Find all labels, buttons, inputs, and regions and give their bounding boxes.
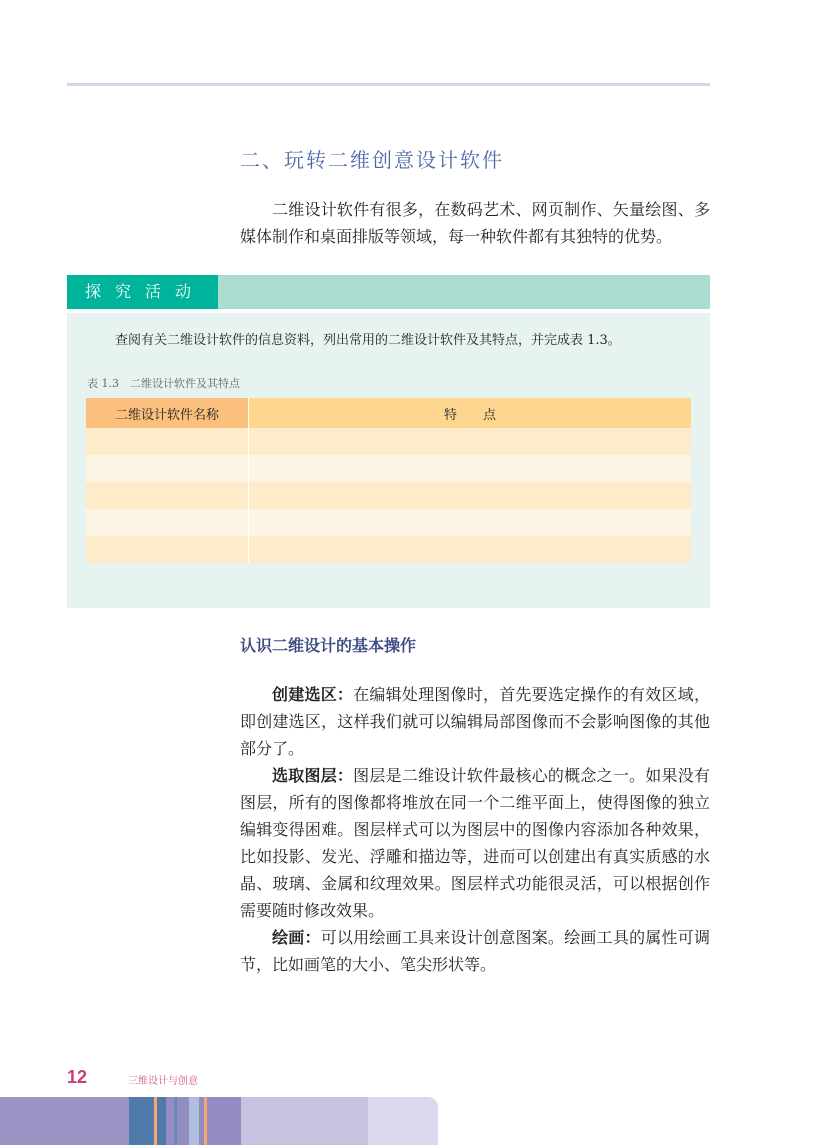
intro-paragraph: 二维设计软件有很多，在数码艺术、网页制作、矢量绘图、多媒体制作和桌面排版等领域，每一种软件都有其独特的优势。 <box>240 200 710 246</box>
stripe <box>204 1097 207 1145</box>
table-cell[interactable] <box>86 482 249 509</box>
op-paragraph <box>240 762 710 924</box>
op-paragraph <box>240 924 710 978</box>
table-row <box>86 428 691 455</box>
section-heading: 二、玩转二维创意设计软件 <box>240 148 504 172</box>
table-cell[interactable] <box>86 428 249 455</box>
table-cell[interactable] <box>249 536 692 563</box>
table-header-row <box>86 398 691 428</box>
table-row <box>86 536 691 563</box>
footer-band <box>241 1097 368 1145</box>
stripe <box>129 1097 154 1145</box>
table-row <box>86 455 691 482</box>
header-features: 特 点 <box>249 398 692 428</box>
activity-title: 探究活动 <box>67 275 218 309</box>
operations-text <box>240 681 710 978</box>
op-term: 绘画： <box>272 928 321 947</box>
table-row <box>86 509 691 536</box>
footer-band <box>368 1097 438 1145</box>
table-cell[interactable] <box>249 428 692 455</box>
activity-instruction: 查阅有关二维设计软件的信息资料，列出常用的二维设计软件及其特点，并完成表 1.3。 <box>115 333 621 348</box>
op-term: 创建选区： <box>272 685 354 704</box>
table-cell[interactable] <box>249 455 692 482</box>
table-row <box>86 482 691 509</box>
op-text: 在编辑处理图像时，首先要选定操作的有效区域，即创建选区，这样我们就可以编辑局部图像而不会影响图像的其他部分了。 <box>240 685 710 758</box>
top-rule <box>67 83 710 86</box>
op-paragraph <box>240 681 710 762</box>
op-text: 可以用绘画工具来设计创意图案。绘画工具的属性可调节，比如画笔的大小、笔尖形状等。 <box>240 928 710 974</box>
table-cell[interactable] <box>86 509 249 536</box>
stripe <box>189 1097 199 1145</box>
stripe <box>157 1097 166 1145</box>
table-cell[interactable] <box>86 455 249 482</box>
activity-bar <box>218 275 710 309</box>
book-title: 三维设计与创意 <box>128 1076 198 1087</box>
footer-band <box>0 1097 129 1145</box>
subsection-heading: 认识二维设计的基本操作 <box>240 636 417 655</box>
table-cell[interactable] <box>86 536 249 563</box>
stripe <box>174 1097 177 1145</box>
table-caption: 表 1.3 二维设计软件及其特点 <box>87 377 240 390</box>
software-table <box>86 398 691 563</box>
op-term: 选取图层： <box>272 766 354 785</box>
header-software-name: 二维设计软件名称 <box>86 398 249 428</box>
table-cell[interactable] <box>249 482 692 509</box>
op-text: 图层是二维设计软件最核心的概念之一。如果没有图层，所有的图像都将堆放在同一个二维平面上，使得图像的独立编辑变得困难。图层样式可以为图层中的图像内容添加各种效果，比如投影、发光、浮雕和描边等，进而可以创建出有真实质感的水晶、玻璃、金属和纹理效果。图层样式功能很灵活，可以根据创作需要随时修改效果。 <box>240 766 710 920</box>
page-number: 12 <box>67 1067 88 1087</box>
table-cell[interactable] <box>249 509 692 536</box>
